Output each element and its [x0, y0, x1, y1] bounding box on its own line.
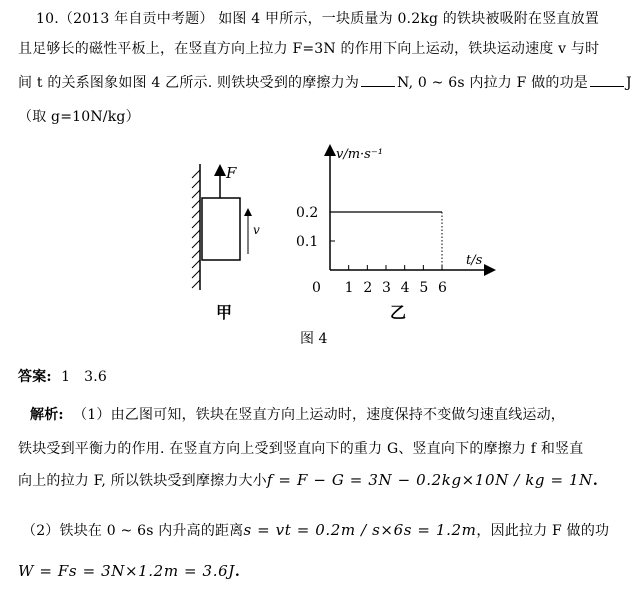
analysis-line-3 [18, 470, 598, 490]
figure-yi-graph [290, 140, 510, 325]
analysis-line-1 [30, 404, 565, 424]
x-tick-label-5: 5 [419, 280, 429, 296]
friction-formula: f = F − G = 3N − 0.2kg×10N / kg = 1N [266, 471, 593, 489]
answer-label: 答案: [18, 369, 52, 385]
analysis-p1-end: . [592, 473, 598, 489]
figure-yi-caption: 乙 [390, 303, 407, 322]
analysis-line-2: 铁块受到平衡力的作用. 在竖直方向上受到竖直向下的重力 G、竖直向下的摩擦力 f 和竖直 [18, 441, 584, 457]
force-label: F [226, 164, 237, 182]
question-line-1: 10.（2013 年自贡中考题） 如图 4 甲所示，一块质量为 0.2kg 的铁块被吸附在竖直放置 [36, 11, 600, 27]
y-tick-label-0.1: 0.1 [296, 234, 319, 250]
y-tick-label-0.2: 0.2 [296, 205, 319, 221]
figure-caption: 图 4 [300, 331, 328, 347]
figure-jia-caption: 甲 [216, 303, 233, 322]
analysis-p3-end: . [234, 564, 240, 580]
work-formula: W = Fs = 3N×1.2m = 3.6J [18, 562, 235, 580]
question-line-4: （取 g=10N/kg） [18, 109, 140, 125]
question-line-3-text-b: N, 0 ~ 6s 内拉力 F 做的功是 [397, 75, 588, 91]
x-tick-label-1: 1 [344, 280, 354, 296]
analysis-line-5 [18, 562, 240, 580]
answer-values: 1 3.6 [61, 369, 108, 385]
answer-line [18, 366, 107, 386]
figure-jia [180, 150, 280, 325]
answer-blank-1 [361, 74, 395, 87]
x-axis-label: t/s [466, 253, 483, 268]
question-line-3 [18, 72, 632, 92]
question-line-3-text-c: J [626, 75, 632, 91]
iron-block [202, 198, 240, 260]
x-tick-label-2: 2 [363, 280, 373, 296]
distance-formula: s = vt = 0.2m / s×6s = 1.2m [243, 521, 477, 539]
x-tick-label-4: 4 [400, 280, 410, 296]
analysis-p2-text: （2）铁块在 0 ~ 6s 内升高的距离 [22, 523, 244, 539]
wall-hatching [192, 170, 200, 288]
analysis-label: 解析: [30, 407, 64, 423]
x-tick-label-6: 6 [438, 280, 447, 296]
analysis-p1-line3: 向上的拉力 F, 所以铁块受到摩擦力大小 [18, 473, 267, 489]
analysis-p1-line1: （1）由乙图可知，铁块在竖直方向上运动时，速度保持不变做匀速直线运动， [73, 407, 565, 423]
x-tick-label-3: 3 [382, 280, 391, 296]
question-line-2: 且足够长的磁性平板上，在竖直方向上拉力 F=3N 的作用下向上运动，铁块运动速度 v 与时 [18, 41, 600, 57]
question-line-3-text-a: 间 t 的关系图象如图 4 乙所示. 则铁块受到的摩擦力为 [18, 75, 360, 91]
y-axis-label: v/m·s⁻¹ [336, 147, 383, 162]
analysis-line-4 [22, 520, 609, 540]
answer-blank-2 [590, 74, 624, 87]
velocity-label: v [253, 223, 260, 237]
analysis-p2-end: ，因此拉力 F 做的功 [476, 523, 610, 539]
origin-label: 0 [312, 280, 321, 296]
